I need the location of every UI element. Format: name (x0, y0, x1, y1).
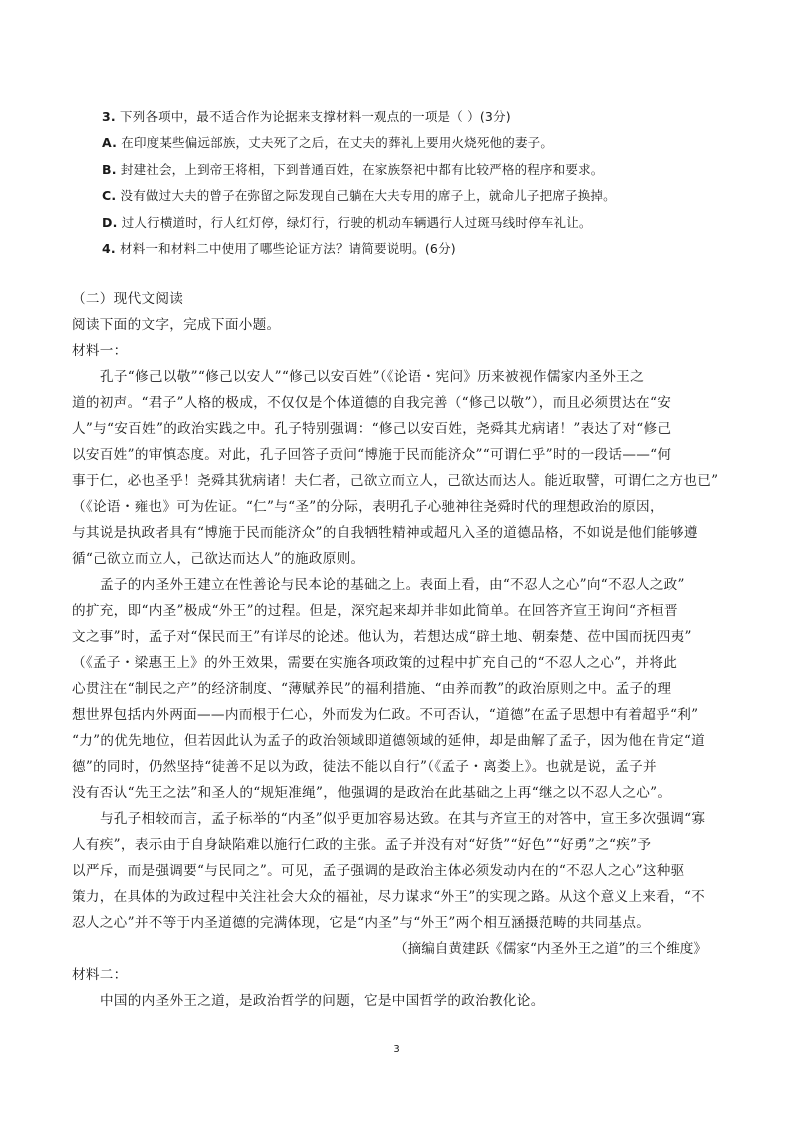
paragraph-line: 想世界包括内外两面——内而根于仁心，外而发为仁政。不可否认，“道德”在孟子思想中有着超乎“利” (72, 707, 699, 723)
question-3 (102, 108, 511, 126)
question-text: 材料一和材料二中使用了哪些论证方法？请简要说明。(6分) (120, 241, 456, 256)
material1-label: 材料一： (72, 343, 128, 359)
paragraph-line: 孟子的内圣外王建立在性善论与民本论的基础之上。表面上看，由“不忍人之心”向“不忍人之政” (100, 577, 685, 593)
paragraph-line: 策力，在具体的为政过程中关注社会大众的福祉，尽力谋求“外王”的实现之路。从这个意义上来看，“不 (72, 889, 706, 905)
paragraph-line: “力”的优先地位，但若因此认为孟子的政治领域即道德领域的延伸，却是曲解了孟子，因为他在肯定“道 (72, 733, 706, 749)
material2-label: 材料二： (72, 967, 128, 983)
option-a (102, 134, 553, 152)
paragraph-line: 事于仁，必也圣乎！尧舜其犹病诸！夫仁者，己欲立而立人，己欲达而达人。能近取譬，可谓仁之方也已” (72, 473, 719, 489)
option-label: B. (102, 162, 117, 177)
paragraph-line: 人”与“安百姓”的政治实践之中。孔子特别强调：“修己以安百姓，尧舜其尤病诸！”表达了对“修己 (72, 421, 672, 437)
paragraph-line: 中国的内圣外王之道，是政治哲学的问题，它是中国哲学的政治教化论。 (100, 993, 545, 1009)
option-b (102, 161, 603, 179)
option-text: 封建社会，上到帝王将相，下到普通百姓，在家族祭祀中都有比较严格的程序和要求。 (120, 162, 604, 177)
question-label: 3. (102, 109, 116, 124)
option-label: A. (102, 135, 118, 150)
paragraph-line: 循“己欲立而立人，己欲达而达人”的施政原则。 (72, 551, 365, 567)
question-text: 下列各项中，最不适合作为论据来支撑材料一观点的一项是（ ）(3分) (120, 109, 511, 124)
source-citation: （摘编自黄建跃《儒家“内圣外王之道”的三个维度》 (394, 941, 707, 957)
option-text: 在印度某些偏远部族，丈夫死了之后，在丈夫的葬礼上要用火烧死他的妻子。 (121, 135, 554, 150)
paragraph-line: 以安百姓”的审慎态度。对此，孔子回答子贡问“博施于民而能济众”“可谓仁乎”时的一段话——“何 (72, 447, 672, 463)
paragraph-line: 人有疾”，表示由于自身缺陷难以施行仁政的主张。孟子并没有对“好货”“好色”“好勇”之“疾”予 (72, 837, 652, 853)
paragraph-line: 忍人之心”并不等于内圣道德的完满体现，它是“内圣”与“外王”两个相互涵摄范畴的共同基点。 (72, 915, 651, 931)
option-c (102, 187, 616, 205)
section-instruction: 阅读下面的文字，完成下面小题。 (72, 317, 281, 333)
option-label: C. (102, 188, 117, 203)
paragraph-line: 没有否认“先王之法”和圣人的“规矩准绳”，他强调的是政治在此基础之上再“继之以不忍人之心”。 (72, 785, 672, 801)
paragraph-line: 与其说是执政者具有“博施于民而能济众”的自我牺牲精神或超凡入圣的道德品格，不如说是他们能够遵 (72, 525, 698, 541)
question-4 (102, 240, 456, 258)
option-label: D. (102, 215, 118, 230)
paragraph-line: 德”的同时，仍然坚持“徒善不足以为政，徒法不能以自行”（《孟子・离娄上》。也就是说，孟子并 (72, 759, 657, 775)
paragraph-line: 的扩充，即“内圣”极成“外王”的过程。但是，深究起来却并非如此简单。在回答齐宣王询问“齐桓晋 (72, 603, 678, 619)
option-d (102, 214, 592, 232)
paragraph-line: （《孟子・梁惠王上》的外王效果，需要在实施各项政策的过程中扩充自己的“不忍人之心”，并将此 (72, 655, 678, 671)
paragraph-line: 孔子“修己以敬”“修己以安人”“修己以安百姓”（《论语・宪问》历来被视作儒家内圣外王之 (100, 369, 644, 385)
paragraph-line: （《论语・雍也》可为佐证。“仁”与“圣”的分际，表明孔子心驰神往尧舜时代的理想政治的原因， (72, 499, 664, 515)
option-text: 没有做过大夫的曾子在弥留之际发现自己躺在大夫专用的席子上，就命儿子把席子换掉。 (120, 188, 616, 203)
paragraph-line: 以严斥，而是强调要“与民同之”。可见，孟子强调的是政治主体必须发动内在的“不忍人之心”这种驱 (72, 863, 685, 879)
paragraph-line: 文之事”时，孟子对“保民而王”有详尽的论述。他认为，若想达成“辟土地、朝秦楚、莅中国而抚四夷” (72, 629, 692, 645)
page-number: 3 (393, 1044, 400, 1055)
paragraph-line: 道的初声。“君子”人格的极成，不仅仅是个体道德的自我完善（“修己以敬”），而且必须贯达在“安 (72, 395, 672, 411)
paragraph-line: 心贯注在“制民之产”的经济制度、“薄赋养民”的福利措施、“由养而教”的政治原则之中。孟子的理 (72, 681, 672, 697)
option-text: 过人行横道时，行人红灯停，绿灯行，行驶的机动车辆遇行人过斑马线时停车礼让。 (121, 215, 592, 230)
paragraph-line: 与孔子相较而言，孟子标举的“内圣”似乎更加容易达致。在其与齐宣王的对答中，宣王多次强调“寡 (100, 811, 706, 827)
question-label: 4. (102, 241, 116, 256)
section-heading: （二）现代文阅读 (72, 291, 184, 307)
